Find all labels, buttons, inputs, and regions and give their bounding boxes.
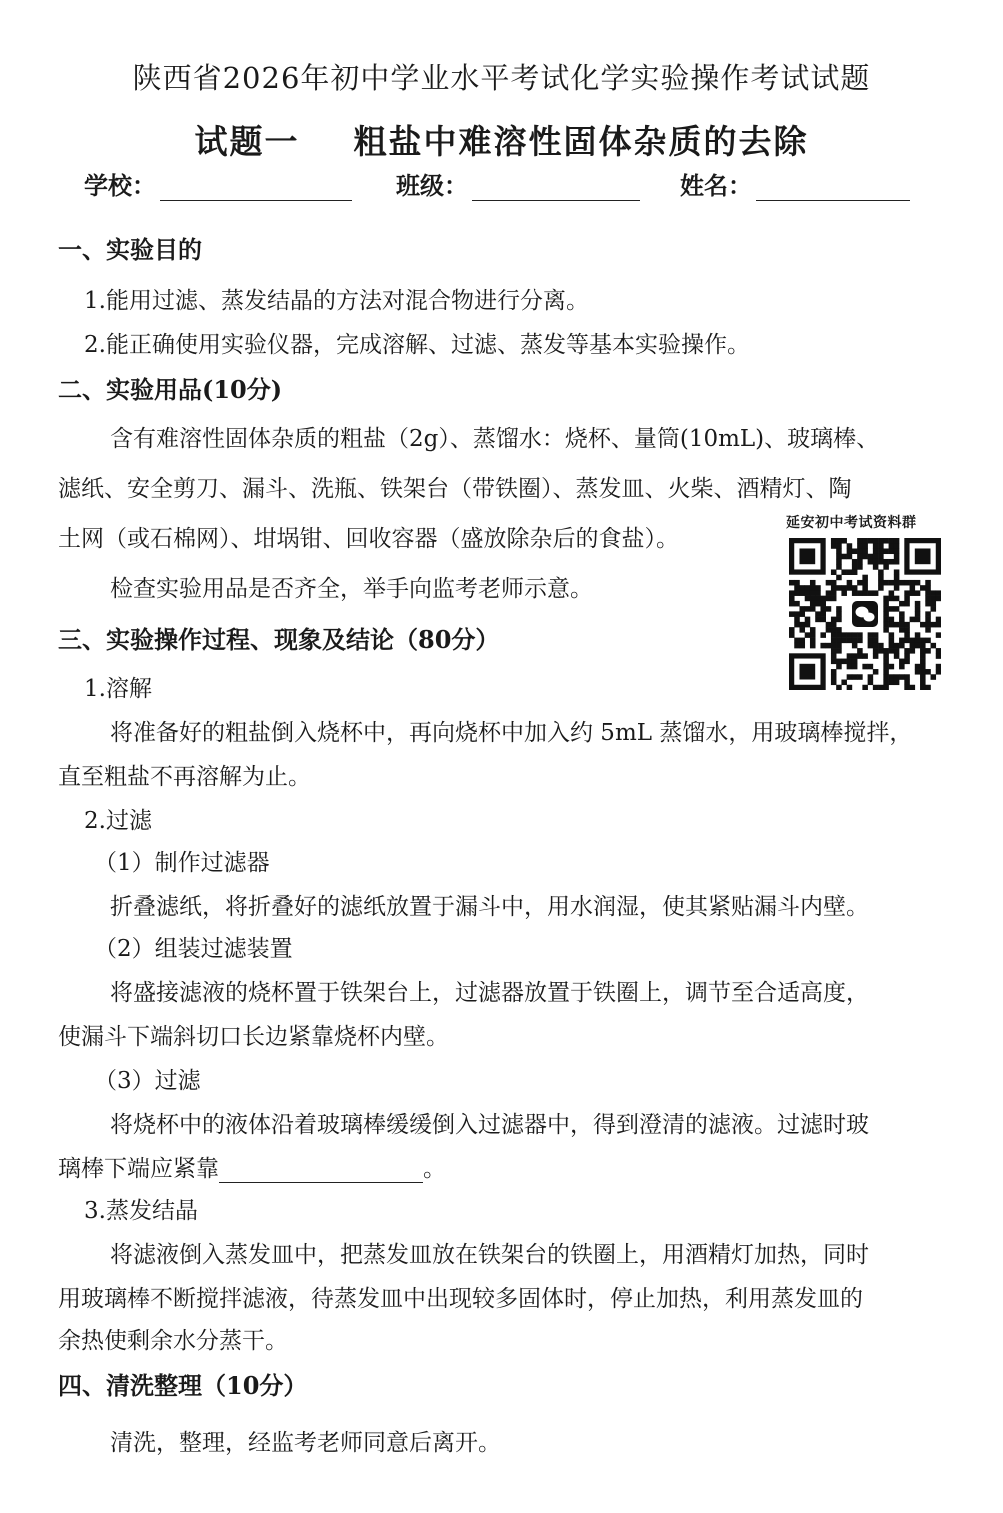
step-2c-period: 。	[423, 1156, 446, 1182]
s2-line-4: 检查实验用品是否齐全，举手向监考老师示意。	[110, 576, 593, 602]
qr-code-graphic	[789, 538, 941, 690]
class-blank[interactable]	[472, 176, 640, 201]
s2-line-2: 滤纸、安全剪刀、漏斗、洗瓶、铁架台（带铁圈）、蒸发皿、火柴、酒精灯、陶	[58, 476, 852, 502]
name-field	[680, 166, 910, 201]
step-1-title: 1.溶解	[84, 676, 152, 702]
class-field	[396, 166, 640, 201]
step-2a-title: （1）制作过滤器	[94, 850, 270, 876]
exam-title: 陕西省2026年初中学业水平考试化学实验操作考试试题	[132, 61, 871, 95]
qr-caption: 延安初中考试资料群	[786, 515, 917, 531]
step-1-line-2: 直至粗盐不再溶解为止。	[58, 764, 311, 790]
section-2-heading: 二、实验用品(10分)	[58, 375, 283, 404]
step-3-title: 3.蒸发结晶	[84, 1198, 198, 1224]
step-2-title: 2.过滤	[84, 808, 152, 834]
step-2c-title: （3）过滤	[94, 1068, 201, 1094]
step-2b-title: （2）组装过滤装置	[94, 936, 293, 962]
step-2b-line-2: 使漏斗下端斜切口长边紧靠烧杯内壁。	[58, 1024, 449, 1050]
step-2c-line-2	[58, 1150, 446, 1183]
s2-line-3: 土网（或石棉网）、坩埚钳、回收容器（盛放除杂后的食盐）。	[58, 526, 679, 552]
s4-text: 清洗，整理，经监考老师同意后离开。	[110, 1430, 501, 1456]
s2-line-1: 含有难溶性固体杂质的粗盐（2g）、蒸馏水：烧杯、量筒(10mL)、玻璃棒、	[110, 426, 880, 452]
name-blank[interactable]	[756, 176, 910, 201]
name-label: 姓名：	[680, 171, 752, 200]
school-label: 学校：	[84, 171, 156, 200]
step-3-line-2: 用玻璃棒不断搅拌滤液，待蒸发皿中出现较多固体时，停止加热，利用蒸发皿的	[58, 1286, 863, 1312]
qr-code[interactable]	[789, 538, 941, 690]
question-title: 试题一 粗盐中难溶性固体杂质的去除	[194, 122, 809, 161]
step-2a-text: 折叠滤纸，将折叠好的滤纸放置于漏斗中，用水润湿，使其紧贴漏斗内壁。	[110, 894, 869, 920]
s1-item-2: 2.能正确使用实验仪器，完成溶解、过滤、蒸发等基本实验操作。	[84, 332, 750, 358]
s1-item-1: 1.能用过滤、蒸发结晶的方法对混合物进行分离。	[84, 288, 589, 314]
section-1-heading: 一、实验目的	[58, 235, 202, 264]
step-1-line-1: 将准备好的粗盐倒入烧杯中，再向烧杯中加入约 5mL 蒸馏水，用玻璃棒搅拌，	[110, 720, 913, 746]
wechat-bubble	[864, 612, 875, 621]
school-field	[84, 166, 352, 201]
step-2c-line-2-text: 璃棒下端应紧靠	[58, 1156, 219, 1182]
answer-blank[interactable]	[219, 1160, 423, 1183]
section-4-heading: 四、清洗整理（10分）	[58, 1371, 308, 1400]
step-2b-line-1: 将盛接滤液的烧杯置于铁架台上，过滤器放置于铁圈上，调节至合适高度，	[110, 980, 869, 1006]
step-3-line-3: 余热使剩余水分蒸干。	[58, 1328, 288, 1354]
step-2c-line-1: 将烧杯中的液体沿着玻璃棒缓缓倒入过滤器中，得到澄清的滤液。过滤时玻	[110, 1112, 869, 1138]
step-3-line-1: 将滤液倒入蒸发皿中，把蒸发皿放在铁架台的铁圈上，用酒精灯加热，同时	[110, 1242, 869, 1268]
section-3-heading: 三、实验操作过程、现象及结论（80分）	[58, 625, 500, 654]
class-label: 班级：	[396, 171, 468, 200]
school-blank[interactable]	[160, 176, 352, 201]
